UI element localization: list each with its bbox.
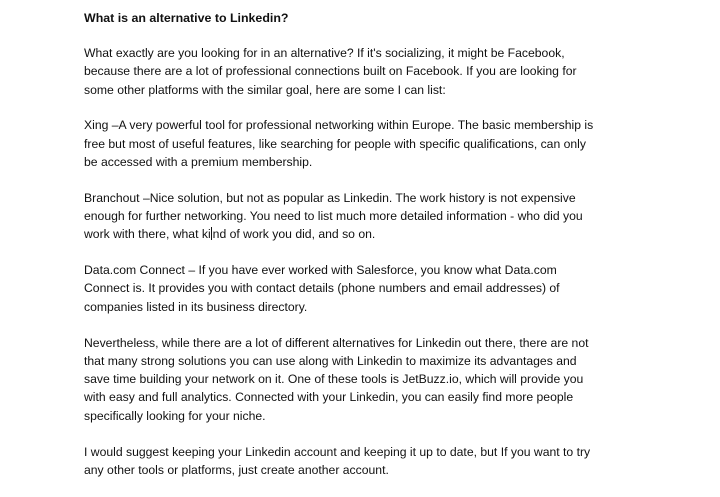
text-line: companies listed in its business directory. <box>84 299 308 314</box>
text-line: save time building your network on it. One of these tools is JetBuzz.io, which will provide you <box>84 372 584 387</box>
paragraph-branchout <box>84 189 644 244</box>
text-line: specifically looking for your niche. <box>84 408 266 423</box>
text-line: I would suggest keeping your Linkedin account and keeping it up to date, but If you want to try <box>84 444 591 459</box>
document-title: What is an alternative to Linkedin? <box>84 11 289 25</box>
document-page[interactable] <box>84 9 644 497</box>
paragraph-intro <box>84 44 644 99</box>
caret-line-before: work with there, what ki <box>84 227 211 242</box>
text-line: free but most of useful features, like searching for people with specific qualifications, can only <box>84 136 586 151</box>
text-line: Data.com Connect – If you have ever worked with Salesforce, you know what Data.com <box>84 263 557 278</box>
text-line: be accessed with a premium membership. <box>84 154 313 169</box>
text-line: Branchout –Nice solution, but not as popular as Linkedin. The work history is not expensive <box>84 190 576 205</box>
text-line: Nevertheless, while there are a lot of different alternatives for Linkedin out there, there are not <box>84 335 589 350</box>
text-line: that many strong solutions you can use along with Linkedin to maximize its advantages and <box>84 353 577 368</box>
text-line: some other platforms with the similar goal, here are some I can list: <box>84 82 446 97</box>
text-line: Connect is. It provides you with contact details (phone numbers and email addresses) of <box>84 281 560 296</box>
caret-line-after: nd of work you did, and so on. <box>212 227 376 242</box>
text-line: with easy and full analytics. Connected with your Linkedin, you can easily find more people <box>84 390 574 405</box>
text-line: enough for further networking. You need to list much more detailed information - who did you <box>84 209 583 224</box>
text-line: because there are a lot of professional connections built on Facebook. If you are looking for <box>84 64 577 79</box>
paragraph-xing <box>84 116 644 171</box>
paragraph-nevertheless <box>84 334 644 425</box>
text-line: any other tools or platforms, just create another account. <box>84 462 389 477</box>
paragraph-suggestion <box>84 443 644 480</box>
paragraph-data-com <box>84 261 644 316</box>
text-line: What exactly are you looking for in an alternative? If it's socializing, it might be Facebook, <box>84 46 565 60</box>
text-line: Xing –A very powerful tool for professional networking within Europe. The basic membership is <box>84 118 594 133</box>
text-line-with-caret <box>84 225 644 243</box>
